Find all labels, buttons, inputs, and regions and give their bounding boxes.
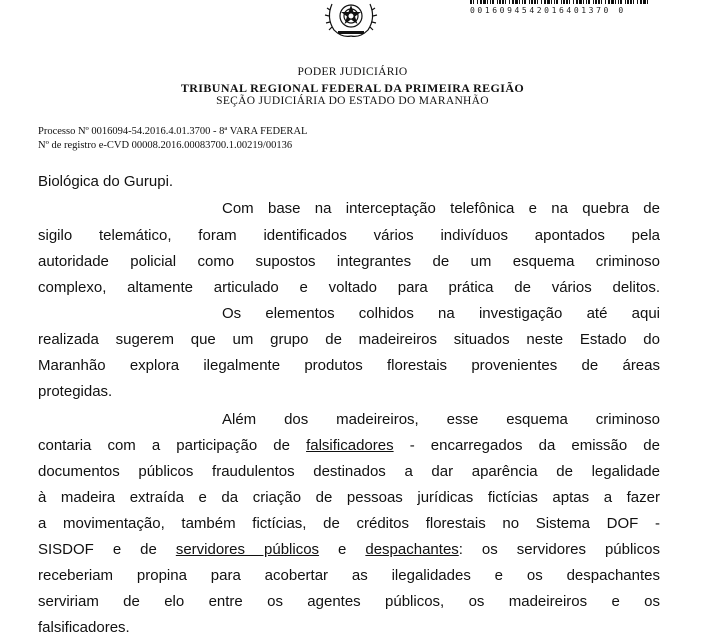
- text-line: Além dos madeireiros, esse esquema criminoso: [222, 411, 660, 428]
- coat-of-arms-emblem: [322, 0, 380, 40]
- barcode-bar: [633, 0, 634, 4]
- text-line: Com base na interceptação telefônica e na quebra de: [222, 200, 660, 217]
- barcode-bar: [563, 0, 565, 4]
- text-line: realizada sugerem que um grupo de madeireiros situados neste Estado do: [38, 331, 660, 348]
- text-line: Biológica do Gurupi.: [38, 173, 174, 190]
- barcode-bar: [477, 0, 478, 4]
- barcode-bar: [473, 0, 474, 4]
- barcode-bar: [643, 0, 646, 4]
- barcode-bar: [512, 0, 514, 4]
- barcode-bar: [522, 0, 523, 4]
- barcode-bar: [554, 0, 555, 4]
- barcode-bar: [544, 0, 546, 4]
- barcode-bar: [502, 0, 504, 4]
- text-line: documentos públicos fraudulentos destinados a dar aparência de legalidade: [38, 463, 660, 480]
- barcode-bar: [588, 0, 590, 4]
- barcode-bar: [534, 0, 536, 4]
- barcode-bar: [595, 0, 597, 4]
- barcode-bar: [640, 0, 642, 4]
- text-line: SISDOF e de servidores públicos e despachantes: os servidores públicos: [38, 541, 660, 558]
- text-line: autoridade policial como supostos integrantes de um esquema criminoso: [38, 253, 660, 270]
- text-line: receberiam propina para acobertar as ilegalidades e os despachantes: [38, 567, 660, 584]
- barcode-bar: [497, 0, 498, 4]
- barcode-bar: [627, 0, 629, 4]
- barcode-bar: [601, 0, 602, 4]
- barcode-bar: [556, 0, 558, 4]
- text-line: serviriam de elo entre os agentes públicos, os madeireiros e os: [38, 593, 660, 610]
- barcode-bar: [492, 0, 494, 4]
- barcode-bar: [637, 0, 638, 4]
- barcode-bar: [541, 0, 542, 4]
- barcode-bar: [615, 0, 616, 4]
- barcode-bar: [608, 0, 610, 4]
- underlined-term: despachantes: [365, 541, 459, 558]
- barcode-bar: [598, 0, 600, 4]
- text-line: a movimentação, também fictícias, de créditos florestais no Sistema DOF -: [38, 515, 660, 532]
- barcode-bar: [583, 0, 584, 4]
- barcode-bar: [611, 0, 614, 4]
- barcode-bar: [605, 0, 606, 4]
- barcode-bar: [509, 0, 510, 4]
- barcode-bar: [561, 0, 562, 4]
- header-secao: SEÇÃO JUDICIÁRIA DO ESTADO DO MARANHÃO: [216, 95, 489, 107]
- header-poder-judiciario: PODER JUDICIÁRIO: [297, 66, 408, 78]
- barcode-bar: [499, 0, 501, 4]
- barcode-bar: [490, 0, 491, 4]
- barcode-bar: [537, 0, 538, 4]
- barcode-bar: [573, 0, 574, 4]
- barcode-bar: [579, 0, 582, 4]
- barcode-bar: [569, 0, 570, 4]
- barcode-bar: [647, 0, 648, 4]
- barcode-bar: [566, 0, 568, 4]
- underlined-term: servidores públicos: [175, 541, 320, 558]
- barcode-bar: [630, 0, 632, 4]
- barcode: [470, 0, 650, 4]
- barcode-bar: [515, 0, 518, 4]
- barcode-bar: [547, 0, 550, 4]
- barcode-bar: [529, 0, 530, 4]
- text-line: à madeira extraída e da criação de pessoas jurídicas fictícias aptas a fazer: [38, 489, 660, 506]
- barcode-bar: [505, 0, 506, 4]
- barcode-bar: [618, 0, 619, 4]
- underlined-term: falsificadores: [306, 437, 394, 454]
- barcode-bar: [625, 0, 626, 4]
- barcode-bar: [519, 0, 520, 4]
- text-line: Maranhão explora ilegalmente produtos florestais provenientes de áreas: [38, 357, 660, 374]
- registry-number: Nº de registro e-CVD 00008.2016.00083700.1.00219/00136: [38, 140, 293, 151]
- barcode-bar: [483, 0, 486, 4]
- barcode-bar: [524, 0, 526, 4]
- text-line: protegidas.: [38, 383, 113, 400]
- text-line: complexo, altamente articulado e voltado para prática de vários delitos.: [38, 279, 660, 296]
- text-line: contaria com a participação de falsificadores - encarregados da emissão de: [38, 437, 660, 454]
- text-line: Os elementos colhidos na investigação até aqui: [222, 305, 660, 322]
- process-number: Processo Nº 0016094-54.2016.4.01.3700 - 8ª VARA FEDERAL: [38, 126, 308, 137]
- barcode-bar: [487, 0, 488, 4]
- barcode-bar: [586, 0, 587, 4]
- barcode-bar: [576, 0, 578, 4]
- barcode-bar: [531, 0, 533, 4]
- barcode-bar: [620, 0, 622, 4]
- barcode-number: 0016094542016401370 0: [470, 6, 626, 15]
- barcode-bar: [551, 0, 552, 4]
- barcode-bar: [593, 0, 594, 4]
- header-tribunal: TRIBUNAL REGIONAL FEDERAL DA PRIMEIRA REGIÃO: [180, 81, 525, 95]
- barcode-bar: [470, 0, 472, 4]
- text-line: sigilo telemático, foram identificados vários indivíduos apontados pela: [38, 227, 660, 244]
- barcode-bar: [480, 0, 482, 4]
- text-line: falsificadores.: [38, 619, 130, 636]
